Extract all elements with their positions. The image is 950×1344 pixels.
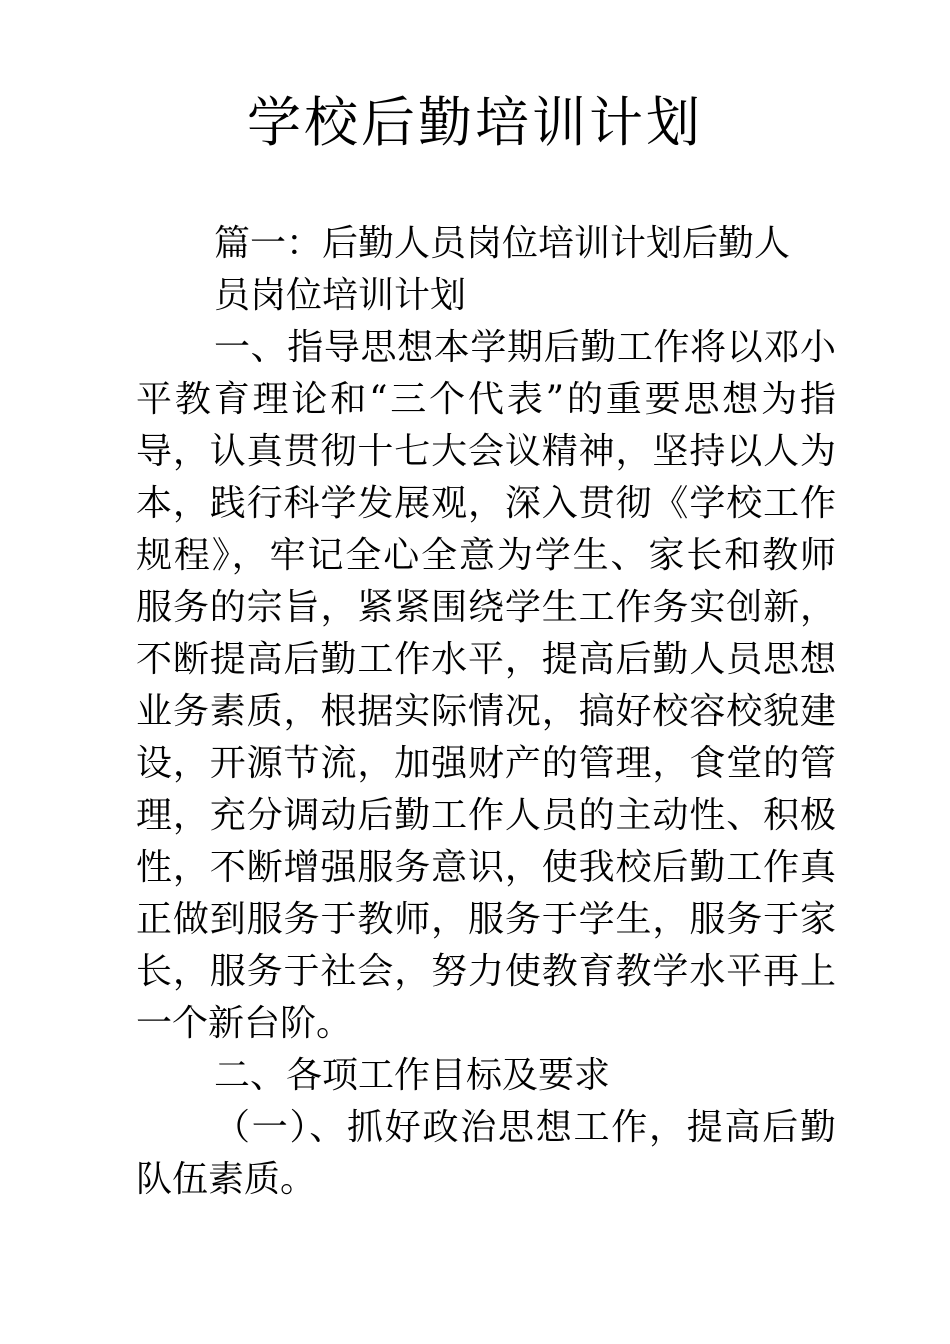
paragraph-work-goals: 二、各项工作目标及要求 (214, 1055, 611, 1096)
section-heading: 篇一：后勤人员岗位培训计划后勤人员岗位培训计划 (214, 223, 791, 316)
paragraph-political-work: （一）、抓好政治思想工作，提高后勤队伍素质。 (136, 1107, 836, 1200)
document-body (136, 218, 836, 1206)
document-title: 学校后勤培训计划 (247, 91, 703, 154)
paragraph-guiding-ideology: 一、指导思想本学期后勤工作将以邓小平教育理论和“三个代表”的重要思想为指导，认真贯彻十七大会议精神，坚持以人为本，践行科学发展观，深入贯彻《学校工作规程》，牢记全心全意为学生、家长和教师服务的宗旨，紧紧围绕学生工作务实创新，不断提高后勤工作水平，提高后勤人员思想业务素质，根据实际情况，搞好校容校貌建设，开源节流，加强财产的管理，食堂的管理，充分调动后勤工作人员的主动性、积极性，不断增强服务意识，使我校后勤工作真正做到服务于教师，服务于学生，服务于家长，服务于社会，努力使教育教学水平再上一个新台阶。 (136, 327, 836, 1044)
